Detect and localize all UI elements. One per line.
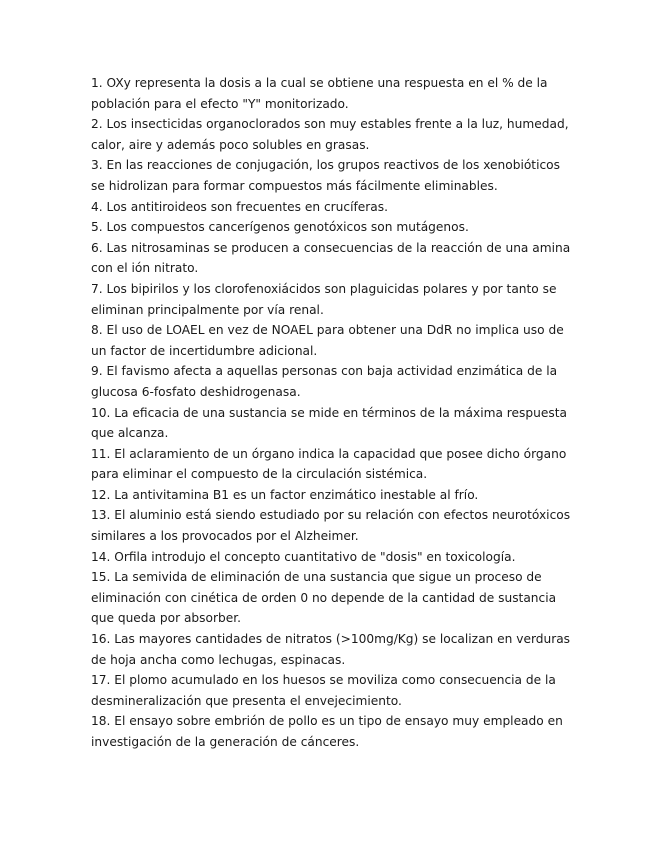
- statement-item: 2. Los insecticidas organoclorados son muy estables frente a la luz, humedad, calor, aire y además poco solubles en grasas.: [91, 117, 569, 152]
- statement-item: 13. El aluminio está siendo estudiado por su relación con efectos neurotóxicos similares a los provocados por el Alzheimer.: [91, 508, 571, 544]
- statement-item: 6. Las nitrosaminas se producen a consecuencias de la reacción de una amina con el ión nitrato.: [91, 240, 571, 276]
- statement-item: 4. Los antitiroideos son frecuentes en crucíferas.: [91, 199, 388, 214]
- statement-item: 1. OXy representa la dosis a la cual se obtiene una respuesta en el % de la población para el efecto "Y" monitorizado.: [91, 76, 548, 111]
- statement-item: 11. El aclaramiento de un órgano indica la capacidad que posee dicho órgano para eliminar el compuesto de la circulación sistémica.: [91, 446, 567, 482]
- statement-item: 17. El plomo acumulado en los huesos se moviliza como consecuencia de la desmineralización que presenta el envejecimiento.: [91, 673, 556, 708]
- statement-item: 18. El ensayo sobre embrión de pollo es un tipo de ensayo muy empleado en investigación de la generación de cánceres.: [91, 714, 563, 749]
- statement-item: 9. El favismo afecta a aquellas personas con baja actividad enzimática de la glucosa 6-fosfato deshidrogenasa.: [91, 364, 558, 399]
- statement-item: 5. Los compuestos cancerígenos genotóxicos son mutágenos.: [91, 220, 469, 235]
- statement-item: 10. La eficacia de una sustancia se mide en términos de la máxima respuesta que alcanza.: [91, 405, 567, 441]
- statement-list: [91, 73, 571, 753]
- statement-item: 7. Los bipirilos y los clorofenoxiácidos son plaguicidas polares y por tanto se eliminan principalmente por vía renal.: [91, 281, 557, 317]
- statement-item: 3. En las reacciones de conjugación, los grupos reactivos de los xenobióticos se hidrolizan para formar compuestos más fácilmente eliminables.: [91, 158, 560, 193]
- statement-item: 16. Las mayores cantidades de nitratos (>100mg/Kg) se localizan en verduras de hoja ancha como lechugas, espinacas.: [91, 632, 571, 667]
- statement-item: 14. Orfila introdujo el concepto cuantitativo de "dosis" en toxicología.: [91, 549, 516, 564]
- statement-item: 15. La semivida de eliminación de una sustancia que sigue un proceso de eliminación con cinética de orden 0 no depende de la cantidad de sustancia que queda por absorber.: [91, 570, 557, 626]
- statement-item: 8. El uso de LOAEL en vez de NOAEL para obtener una DdR no implica uso de un factor de incertidumbre adicional.: [91, 323, 564, 358]
- statement-item: 12. La antivitamina B1 es un factor enzimático inestable al frío.: [91, 487, 479, 502]
